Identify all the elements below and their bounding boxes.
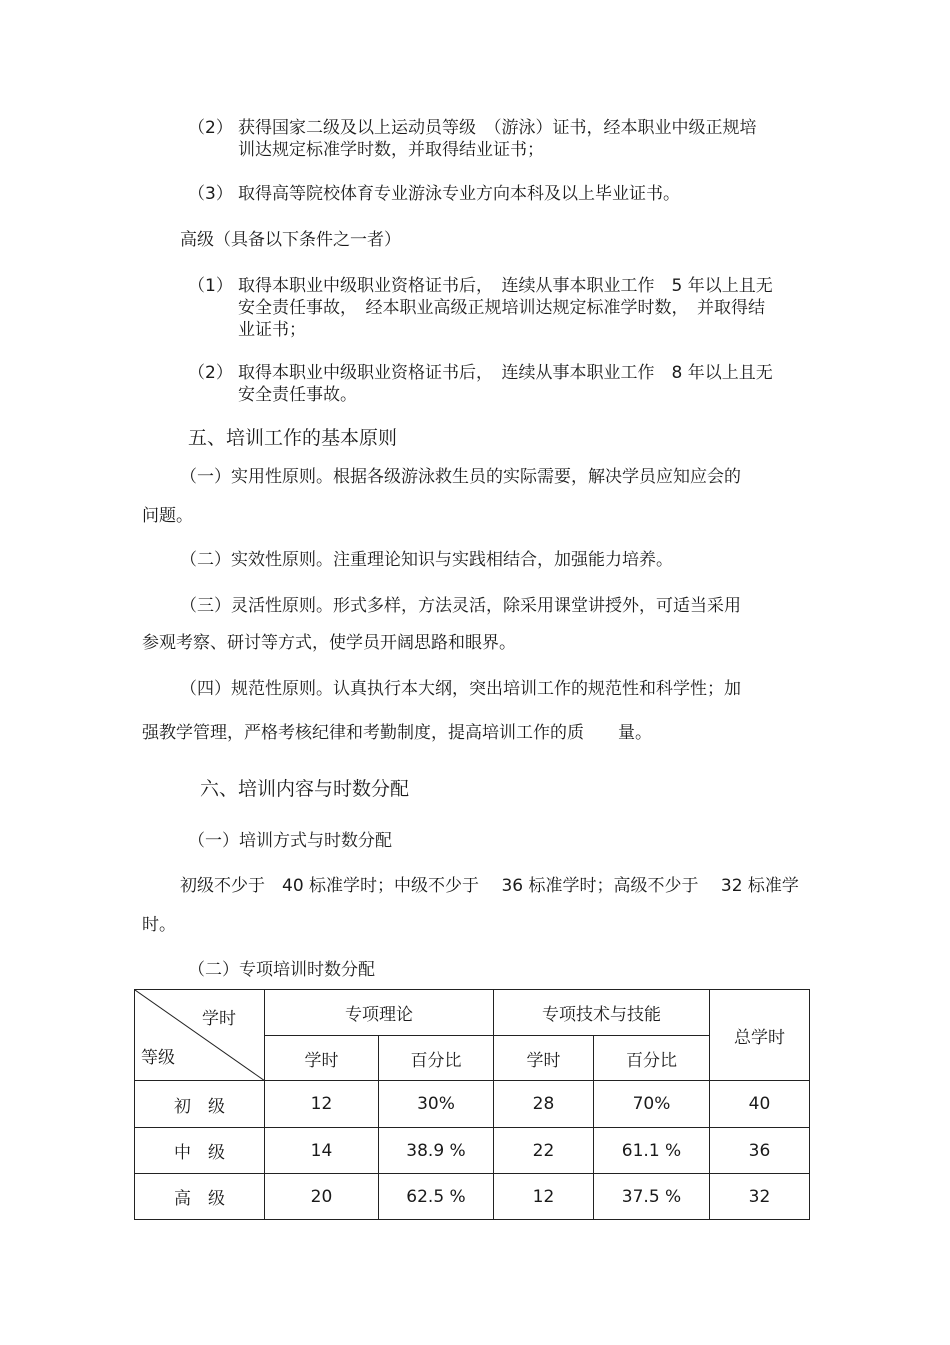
- theory-percent-cell: 30%: [379, 1081, 494, 1128]
- principle-line: （四）规范性原则。认真执行本大纲，突出培训工作的规范性和科学性；加: [180, 679, 741, 699]
- item-line: 获得国家二级及以上运动员等级 （游泳）证书，经本职业中级正规培: [238, 118, 757, 138]
- diagonal-header-cell: [135, 990, 265, 1081]
- item-number: （2）: [188, 118, 233, 138]
- level-cell: 高 级: [135, 1174, 265, 1220]
- item-text: [238, 362, 773, 406]
- skill-percent-cell: 61.1 %: [594, 1128, 710, 1174]
- subsection-heading: （二）专项培训时数分配: [188, 960, 375, 980]
- item-line: 安全责任事故， 经本职业高级正规培训达规定标准学时数， 并取得结: [238, 298, 765, 318]
- total-cell: 40: [710, 1081, 810, 1128]
- skill-hours-cell: 22: [494, 1128, 594, 1174]
- item-line: 安全责任事故。: [238, 385, 357, 405]
- header-total: 总学时: [710, 990, 810, 1081]
- theory-percent-cell: 38.9 %: [379, 1128, 494, 1174]
- principle-line: （一）实用性原则。根据各级游泳救生员的实际需要，解决学员应知应会的: [180, 467, 741, 487]
- skill-percent-cell: 37.5 %: [594, 1174, 710, 1220]
- hours-table: [134, 989, 810, 1220]
- table-row: [135, 1174, 810, 1220]
- item-line: 训达规定标准学时数，并取得结业证书；: [238, 140, 544, 160]
- principle-line: 强教学管理，严格考核纪律和考勤制度，提高培训工作的质 量。: [142, 723, 652, 743]
- theory-percent-cell: 62.5 %: [379, 1174, 494, 1220]
- skill-percent-cell: 70%: [594, 1081, 710, 1128]
- table-row: [135, 1128, 810, 1174]
- item-line: 取得高等院校体育专业游泳专业方向本科及以上毕业证书。: [238, 184, 680, 204]
- skill-hours-cell: 28: [494, 1081, 594, 1128]
- principle-line: 参观考察、研讨等方式，使学员开阔思路和眼界。: [142, 633, 516, 653]
- subheader-theory-hours: 学时: [265, 1036, 379, 1081]
- section-heading: 六、培训内容与时数分配: [200, 778, 410, 800]
- total-cell: 32: [710, 1174, 810, 1220]
- principle-line: 问题。: [142, 506, 193, 526]
- principle-line: （三）灵活性原则。形式多样，方法灵活，除采用课堂讲授外，可适当采用: [180, 596, 741, 616]
- item-number: （3）: [188, 184, 233, 204]
- item-number: （1）: [188, 276, 233, 296]
- subheader-skill-hours: 学时: [494, 1036, 594, 1081]
- section-heading: 五、培训工作的基本原则: [188, 427, 398, 449]
- item-line: 取得本职业中级职业资格证书后， 连续从事本职业工作 5 年以上且无: [238, 276, 773, 296]
- header-theory: 专项理论: [265, 990, 494, 1036]
- hours-summary-line: 时。: [142, 915, 176, 935]
- theory-hours-cell: 14: [265, 1128, 379, 1174]
- diagonal-label-hours: 学时: [202, 1009, 236, 1029]
- hours-summary-line: 初级不少于 40 标准学时；中级不少于 36 标准学时；高级不少于 32 标准学: [180, 876, 799, 896]
- theory-hours-cell: 20: [265, 1174, 379, 1220]
- level-cell: 初 级: [135, 1081, 265, 1128]
- level-cell: 中 级: [135, 1128, 265, 1174]
- theory-hours-cell: 12: [265, 1081, 379, 1128]
- item-text: [238, 117, 757, 161]
- item-text: [238, 275, 773, 341]
- subheader-theory-percent: 百分比: [379, 1036, 494, 1081]
- advanced-heading: 高级（具备以下条件之一者）: [180, 230, 401, 250]
- skill-hours-cell: 12: [494, 1174, 594, 1220]
- subheader-skill-percent: 百分比: [594, 1036, 710, 1081]
- principle-line: （二）实效性原则。注重理论知识与实践相结合，加强能力培养。: [180, 550, 673, 570]
- total-cell: 36: [710, 1128, 810, 1174]
- table-row: [135, 1081, 810, 1128]
- item-line: 取得本职业中级职业资格证书后， 连续从事本职业工作 8 年以上且无: [238, 363, 773, 383]
- item-text: [238, 183, 680, 205]
- item-number: （2）: [188, 363, 233, 383]
- header-skill: 专项技术与技能: [494, 990, 710, 1036]
- subsection-heading: （一）培训方式与时数分配: [188, 831, 392, 851]
- diagonal-label-level: 等级: [141, 1048, 175, 1068]
- item-line: 业证书；: [238, 320, 306, 340]
